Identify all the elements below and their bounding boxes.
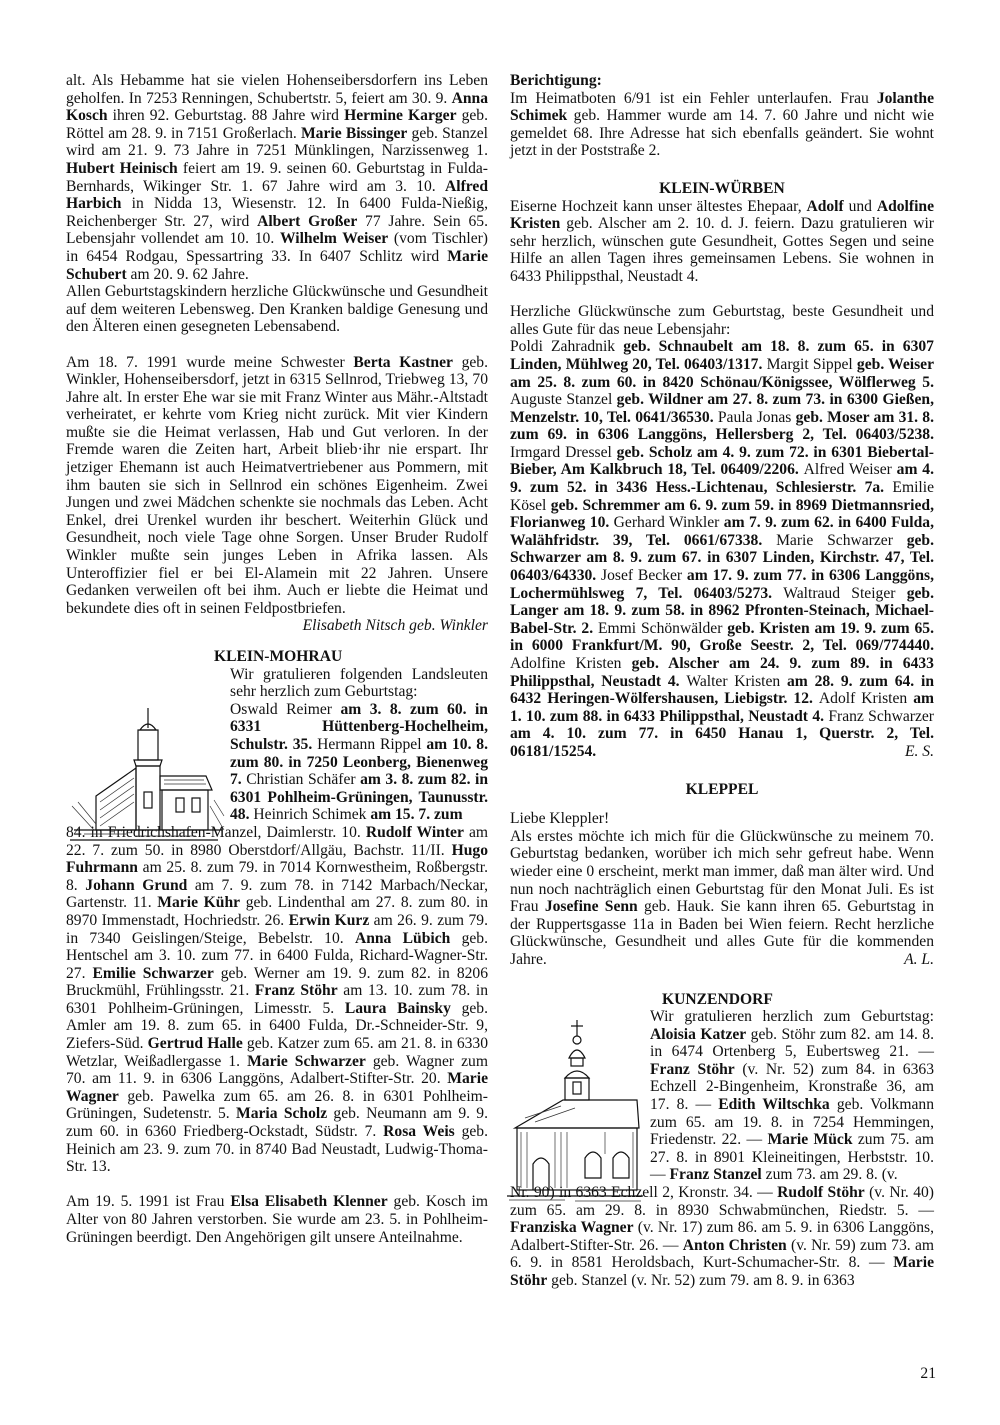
text-run: geb. Amler am 19. 8. zum 65. in 6400 Fulda, Dr.-Schneider-Str. 9, Ziefers-Süd. bbox=[66, 999, 489, 1053]
person-name: Marie Wagner bbox=[66, 1070, 488, 1105]
person-name: Jolanthe Schimek bbox=[510, 89, 934, 125]
person-name: Marie Kühr bbox=[157, 894, 241, 912]
person-name: Franz Stöhr bbox=[254, 982, 338, 1000]
text-run: Adolf Kristen bbox=[818, 690, 908, 708]
text-run: Wir gratulieren herzlich zum Geburtstag: bbox=[650, 1008, 934, 1026]
text-run: Am 18. 7. 1991 wurde meine Schwester bbox=[66, 353, 354, 371]
kleinwuerben-anniversary bbox=[510, 198, 934, 286]
person-name: Franziska Wagner bbox=[510, 1219, 634, 1237]
text-run: geb. Hentschel am 3. 10. zum 77. in 6400 Fulda, Richard-Wagner-Str. 27. bbox=[66, 929, 488, 982]
person-name: geb. Langer am 18. 9. zum 58. in 8962 Pfronten-Steinach, Michael-Babel-Str. 2. bbox=[510, 584, 934, 637]
obituary bbox=[66, 1193, 488, 1246]
text-run: Margit Sippel bbox=[766, 355, 853, 373]
person-name: geb. Schremmer am 6. 9. zum 59. in 8969 Dietmannsried, Florianweg 10. bbox=[510, 496, 934, 532]
paragraph bbox=[510, 338, 934, 760]
person-name: Josefine Senn bbox=[544, 898, 638, 916]
kunzendorf-heading: KUNZENDORF bbox=[662, 990, 773, 1008]
person-name: Maria Scholz bbox=[235, 1105, 328, 1123]
text-run: Franz Schwarzer bbox=[828, 707, 934, 725]
text-run: am 22. 7. zum 50. in 8980 Oberstdorf/Allgäu, Bachstr. 11/II. bbox=[66, 823, 488, 859]
text-run: feiert am 19. 9. seinen 60. Geburtstag in Fulda-Bernhards, Wikinger Str. 1. 67 Jahre wird am 3. 10. bbox=[66, 159, 488, 195]
text-run: am 26. 9. zum 79. in 7340 Geislingen/Steige, Bebelstr. 10. bbox=[66, 911, 488, 947]
person-name: am 7. 9. zum 62. in 6400 Fulda, Walähfridstr. 39, Tel. 0661/67338. bbox=[510, 514, 934, 549]
paragraph bbox=[230, 666, 488, 701]
person-name: geb. Scholz am 4. 9. zum 72. in 6301 Biebertal-Bieber, Am Kalkbruch 18, Tel. 06409/2206. bbox=[510, 443, 934, 479]
text-run: geb. Stanzel (v. Nr. 52) zum 79. am 8. 9. in 6363 bbox=[547, 1272, 855, 1289]
text-run: Alfred Weiser bbox=[803, 461, 892, 479]
text-run: Herzliche Glückwünsche zum Geburtstag, beste Gesundheit und alles Gute für das neue Lebensjahr: bbox=[510, 303, 934, 338]
kunzendorf-indented bbox=[650, 1008, 934, 1184]
text-run: Heinrich Schimek bbox=[253, 806, 367, 824]
person-name: Berta Kastner bbox=[353, 353, 453, 371]
person-name: Marie Schwarzer bbox=[247, 1052, 366, 1070]
paragraph bbox=[66, 824, 488, 1176]
person-name: am 4. 9. zum 52. in 3436 Hess.-Lichtenau, Schlesierstr. 7a. bbox=[510, 461, 934, 497]
correction-heading: Berichtigung: bbox=[510, 72, 602, 89]
person-name: Erwin Kurz bbox=[288, 911, 370, 929]
person-name: Laura Bainsky bbox=[344, 999, 451, 1017]
text-run: am 13. 10. zum 78. in 6301 Pohlheim-Grüningen, Limesstr. 5. bbox=[66, 982, 488, 1017]
kleinwuerben-heading: KLEIN-WÜRBEN bbox=[659, 179, 785, 197]
text-run: Nr. 90) in 6363 Echzell 2, Kronstr. 34. — bbox=[510, 1184, 778, 1202]
person-name: am 1. 10. zum 88. in 6433 Philippsthal, Neustadt 4. bbox=[510, 690, 934, 725]
correction bbox=[510, 90, 934, 160]
kleinmohrau-heading: KLEIN-MOHRAU bbox=[214, 648, 343, 665]
person-name: Franz Stöhr bbox=[650, 1060, 735, 1078]
person-name: Hugo Fuhrmann bbox=[66, 841, 488, 877]
text-run: geb. Neumann am 9. 9. zum 60. in 6360 Friedberg-Ockstadt, Südstr. 7. bbox=[66, 1105, 488, 1141]
text-run: Allen Geburtstagskindern herzliche Glückwünsche und Gesundheit auf dem weiteren Lebensweg. Den Kranken baldige Genesung und den Älteren einen gesegneten Lebensabend. bbox=[66, 283, 488, 336]
text-run: Christian Schäfer bbox=[246, 771, 356, 789]
text-run: Waltraud Steiger bbox=[783, 584, 896, 602]
text-run: (v. Nr. 40) zum 65. am 29. 8. in 8930 Schwabmünchen, Riedstr. 5. — bbox=[510, 1184, 934, 1219]
text-run: geb. Alscher am 2. 10. d. J. feiern. Dazu gratulieren wir sehr herzlich, wünschen gute Gesundheit, Gottes Segen und seine Hilfe an allen Tagen ihres gemeinsamen Lebens. Sie wohnen in 6433 Philippsthal, Neustadt 4. bbox=[510, 215, 934, 285]
person-name: Anton Christen bbox=[682, 1236, 787, 1254]
berta-kastner-letter bbox=[66, 354, 488, 618]
text-run: geb. Volkmann zum 65. am 19. 8. in 7254 Hemmingen, Friedenstr. 22. — bbox=[650, 1096, 934, 1149]
kleinmohrau-indented bbox=[230, 701, 488, 824]
text-run: Im Heimatboten 6/91 ist ein Fehler unterlaufen. Frau bbox=[510, 89, 877, 107]
text-run: Auguste Stanzel bbox=[510, 391, 613, 409]
person-name: geb. Wildner am 27. 8. zum 73. in 6300 Gießen, Menzelstr. 10, Tel. 0641/36530. bbox=[510, 391, 934, 426]
page-number: 21 bbox=[920, 1365, 936, 1382]
text-run: zum 75. am 27. 8. in 8901 Kleineitingen, Herbststr. 10. — bbox=[650, 1131, 934, 1184]
text-run: Oswald Reimer bbox=[230, 700, 332, 718]
person-name: am 3. 8. zum 60. in 6331 Hüttenberg-Hochelheim, Schulstr. 35. bbox=[230, 700, 488, 753]
text-run: (v. Nr. 59) zum 73. am 6. 9. in 8581 Heroldsbach, Kurt-Schumacher-Str. 8. — bbox=[510, 1236, 935, 1272]
person-name: Gertrud Halle bbox=[147, 1035, 243, 1053]
kleinwuerben-signature: E. S. bbox=[904, 742, 934, 760]
person-name: Anna Kosch bbox=[66, 89, 488, 125]
person-name: geb. Weiser am 25. 8. zum 60. in 8420 Schönau/Königssee, Wölflerweg 5. bbox=[510, 355, 935, 391]
text-run: Gerhard Winkler bbox=[613, 514, 720, 532]
person-name: am 17. 9. zum 77. in 6306 Langgöns, Lochermühlsweg 7, Tel. 06403/5273. bbox=[510, 567, 934, 602]
person-name: geb. Moser am 31. 8. zum 69. in 6306 Langgöns, Hellersberg 2, Tel. 06403/5238. bbox=[510, 408, 935, 444]
kleinmohrau-church-illustration bbox=[66, 706, 226, 846]
person-name: Johann Grund bbox=[85, 876, 188, 894]
text-run: Poldi Zahradnik bbox=[510, 338, 616, 356]
kleppel-heading: KLEPPEL bbox=[685, 780, 759, 798]
text-run: in Nidda 13, Wiesenstr. 12. In 6400 Fulda-Nießig, Reichenberger Str. 27, wird bbox=[66, 195, 488, 230]
text-run: (v. Nr. 17) zum 86. am 5. 9. in 6306 Langgöns, Adalbert-Stifter-Str. 26. — bbox=[510, 1219, 934, 1254]
text-run: geb. Katzer zum 65. am 21. 8. in 6330 Wetzlar, Weißadlergasse 1. bbox=[66, 1035, 489, 1070]
person-name: am 28. 9. zum 64. in 6432 Heringen-Wölfershausen, Liebigstr. 12. bbox=[510, 672, 934, 708]
text-run: (vom Tischler) in 6454 Rodgau, Spessartring 33. In 6407 Schlitz wird bbox=[66, 230, 488, 265]
letter-signature: Elisabeth Nitsch geb. Winkler bbox=[302, 617, 488, 635]
person-name: am 15. 7. zum bbox=[366, 806, 463, 824]
person-name: Alfred Harbich bbox=[66, 177, 488, 213]
text-run: geb. Hauk. Sie kann ihren 65. Geburtstag in der Ruppertsgasse 11a in Baden bei Wien feiern. Recht herzliche Glückwünsche, Gesundheit und alles Gute für die kommenden Jahre. bbox=[510, 898, 935, 968]
text-run: Als erstes möchte ich mich für die Glückwünsche zu meinem 70. Geburtstag bedanken, worüber ich mich sehr gefreut habe. Wenn wieder eine 0 erscheint, merkt man immer, daß man älter wird. Und nun noch nachträglich einen Geburtstag für den Monat Juli. Es ist Frau bbox=[510, 827, 934, 916]
kleinwuerben-birthdays bbox=[510, 303, 934, 760]
text-run: Hermann Rippel bbox=[317, 735, 422, 753]
person-name: Hubert Heinisch bbox=[66, 159, 178, 177]
person-name: geb. Alscher am 24. 9. zum 89. in 6433 Philippsthal, Neustadt 4. bbox=[510, 655, 934, 690]
text-run: ihren 92. Geburtstag. 88 Jahre wird bbox=[107, 107, 345, 125]
paragraph bbox=[230, 701, 488, 824]
text-run: geb. Wagner zum 70. am 11. 9. in 6306 Langgöns, Adalbert-Stifter-Str. 20. bbox=[66, 1052, 488, 1088]
person-name: am 4. 10. zum 77. in 6450 Hanau 1, Querstr. 2, Tel. 06181/15254. bbox=[510, 725, 934, 760]
paragraph bbox=[66, 354, 488, 618]
paragraph bbox=[66, 72, 488, 283]
paragraph bbox=[510, 303, 934, 338]
person-name: Edith Wiltschka bbox=[718, 1096, 830, 1114]
text-run: Irmgard Dressel bbox=[510, 443, 612, 461]
text-run: geb. Hammer wurde am 14. 7. 60 Jahre und nicht wie gemeldet 68. Ihre Adresse hat sich ebenfalls geändert. Sie wohnt jetzt in der Poststraße 2. bbox=[510, 107, 934, 160]
person-name: Marie Schubert bbox=[66, 247, 488, 283]
person-name: Aloisia Katzer bbox=[650, 1025, 747, 1043]
paragraph bbox=[510, 828, 934, 969]
person-name: Emilie Schwarzer bbox=[92, 964, 214, 982]
text-run: (v. Nr. 52) zum 84. in 6363 Echzell 2-Bingenheim, Kronstraße 36, am 17. 8. — bbox=[650, 1060, 934, 1114]
text-run: am 7. 9. zum 78. in 7142 Marbach/Neckar, Gartenstr. 11. bbox=[66, 876, 488, 912]
text-run: Paula Jonas bbox=[717, 408, 792, 426]
person-name: Adolfine Kristen bbox=[510, 197, 934, 233]
person-name: am 3. 8. zum 82. in 6301 Pohlheim-Grüningen, Taunusstr. 48. bbox=[230, 771, 488, 824]
person-name: Marie Stöhr bbox=[510, 1254, 934, 1289]
text-run: geb. Röttel am 28. 9. in 7151 Großerlach. bbox=[66, 107, 489, 142]
paragraph bbox=[66, 1193, 488, 1246]
person-name: Franz Stanzel bbox=[669, 1166, 762, 1184]
person-name: geb. Schwarzer am 8. 9. zum 67. in 6307 Linden, Kirchstr. 47, Tel. 06403/64330. bbox=[510, 531, 934, 585]
person-name: Elsa Elisabeth Klenner bbox=[230, 1193, 388, 1211]
text-run: geb. Heinich am 23. 9. zum 70. in 8740 Bad Neustadt, Ludwig-Thoma-Str. 13. bbox=[66, 1123, 488, 1176]
person-name: Wilhelm Weiser bbox=[279, 230, 389, 248]
text-run: 84. in Friedrichshafen-Manzel, Daimlerstr. 10. bbox=[66, 823, 366, 841]
hohenseibersdorf-birthdays bbox=[66, 72, 488, 336]
text-run: Emilie Kösel bbox=[510, 479, 934, 514]
kunzendorf-church-illustration bbox=[505, 1018, 645, 1203]
text-run: und bbox=[843, 197, 877, 215]
paragraph bbox=[510, 198, 934, 286]
text-run: Emmi Schönwälder bbox=[598, 619, 723, 637]
person-name: geb. Schnaubelt am 18. 8. zum 65. in 6307 Linden, Mühlweg 20, Tel. 06403/1317. bbox=[510, 338, 934, 373]
person-name: Adolf bbox=[806, 197, 844, 215]
person-name: Marie Bissinger bbox=[300, 124, 408, 142]
text-run: geb. Stöhr zum 82. am 14. 8. in 6474 Ortenberg 5, Eubertsweg 21. — bbox=[650, 1025, 934, 1061]
text-run: Josef Becker bbox=[601, 567, 683, 585]
text-run: zum 73. am 29. 8. (v. bbox=[761, 1166, 898, 1184]
paragraph bbox=[510, 90, 934, 160]
kleppel-greeting: Liebe Kleppler! bbox=[510, 810, 610, 828]
person-name: Rosa Weis bbox=[383, 1123, 455, 1141]
text-run: geb. Kosch im Alter von 80 Jahren verstorben. Sie wurde am 23. 5. in Pohlheim-Grüningen beerdigt. Den Angehörigen gilt unsere Anteilnahme. bbox=[66, 1193, 488, 1246]
text-run: 77 Jahre. Sein 65. Lebensjahr vollendet am 10. 10. bbox=[66, 212, 488, 248]
text-run: am 20. 9. 62 Jahre. bbox=[126, 265, 249, 283]
text-run: geb. Lindenthal am 27. 8. zum 80. in 8970 Immenstadt, Hochriedstr. 26. bbox=[66, 894, 488, 929]
text-run: Am 19. 5. 1991 ist Frau bbox=[66, 1193, 231, 1211]
text-run: Wir gratulieren folgenden Landsleuten sehr herzlich zum Geburtstag: bbox=[230, 665, 488, 701]
text-run: alt. Als Hebamme hat sie vielen Hohenseibersdorfern ins Leben geholfen. In 7253 Renningen, Schubertstr. 5, feiert am 30. 9. bbox=[66, 72, 488, 107]
left-column bbox=[66, 72, 488, 1246]
person-name: Rudolf Winter bbox=[365, 823, 464, 841]
person-name: Rudolf Stöhr bbox=[777, 1184, 865, 1202]
text-run: geb. Pawelka zum 65. am 26. 8. in 6301 Pohlheim-Grüningen, Sudetenstr. 5. bbox=[66, 1087, 488, 1123]
text-run: Adolfine Kristen bbox=[510, 655, 622, 672]
paragraph bbox=[66, 283, 488, 336]
text-run: Eiserne Hochzeit kann unser ältestes Ehepaar, bbox=[510, 197, 807, 215]
person-name: Albert Großer bbox=[257, 212, 358, 230]
person-name: Marie Mück bbox=[767, 1131, 853, 1149]
kleinmohrau-intro bbox=[230, 666, 488, 701]
text-run: Marie Schwarzer bbox=[776, 531, 893, 549]
person-name: Anna Lübich bbox=[354, 929, 451, 947]
person-name: geb. Kristen am 19. 9. zum 65. in 6000 Frankfurt/M. 90, Große Seestr. 2, Tel. 069/774440. bbox=[510, 619, 934, 655]
kleppel-letter bbox=[510, 828, 934, 969]
kleinmohrau-birthdays bbox=[66, 824, 488, 1176]
text-run: geb. Werner am 19. 9. zum 82. in 8206 Bruckmühl, Frühlingsstr. 21. bbox=[66, 964, 489, 1000]
person-name: Hermine Karger bbox=[344, 107, 457, 125]
text-run: Walter Kristen bbox=[686, 672, 781, 690]
text-run: am 25. 8. zum 79. in 7014 Kornwestheim, Roßbergstr. 8. bbox=[66, 859, 488, 894]
text-run: geb. Winkler, Hohenseibersdorf, jetzt in 6315 Sellnrod, Triebweg 13, 70 Jahre alt. In erster Ehe war sie mit Franz Winter aus Mähr.-Altstadt verheiratet, er kehrte vom Krieg nicht zurück. Mit vier Kindern mußte sie die Heimat verlassen, Hab und Gut verloren. In der Fremde waren die Zeiten hart, Arbeit blieb·ihr nie erspart. Ihr jetziger Ehemann ist auch Heimatvertriebener aus Pommern, mit ihm bauten sie sich in Sellnrod ein schönes Eigenheim. Zwei Jungen und zwei Mädchen schenkte sie nochmals das Leben. Acht Enkel, drei Urenkel wurden ihr beschert. Weiterhin Glück und Gesundheit, noch viele Tage ohne Sorgen. Unser Bruder Rudolf Winkler mußte sein junges Leben in Afrika lassen. Als Unteroffizier fiel er bei El-Alamein mit 22 Jahren. Unsere Gedanken verweilen oft bei ihm. Auch er liebte die Heimat und bekundete dies oft in seinen Feldpostbriefen. bbox=[66, 353, 489, 617]
person-name: am 10. 8. zum 80. in 7250 Leonberg, Bienenweg 7. bbox=[230, 735, 489, 789]
paragraph bbox=[650, 1008, 934, 1184]
kleppel-signature: A. L. bbox=[904, 950, 934, 968]
text-run: geb. Stanzel wird am 21. 9. 73 Jahre in 7251 Münklingen, Narzissenweg 1. bbox=[66, 124, 489, 160]
